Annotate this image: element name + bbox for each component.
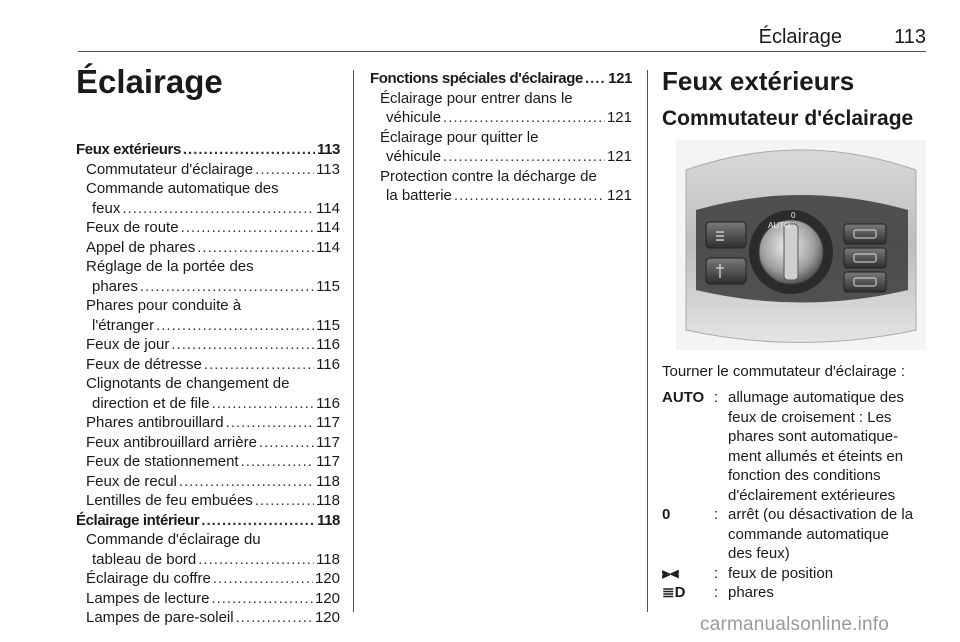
toc-entry-page: 121 [606,109,632,126]
toc-leader-dots [211,589,313,609]
toc-entry [76,569,340,589]
toc-entry [76,316,340,336]
toc-leader-dots [226,413,315,433]
toc-entry-label: Éclairage intérieur [76,511,200,529]
toc-entry-label: Feux extérieurs [76,141,181,158]
toc-leader-dots [241,452,314,472]
description-line: ment allumés et éteints en [728,447,904,465]
toc-entry-page: 120 [314,609,340,626]
toc-entry-page: 117 [316,453,340,470]
toc-entry-page: 117 [316,433,340,451]
toc-entry-label: Éclairage du coffre [86,570,211,587]
toc-entry-label: Feux de route [86,219,179,236]
toc-entry-page: 115 [316,316,340,334]
switch-position-term: AUTO [662,389,705,406]
description-line: feux de croisement : Les [728,408,892,426]
section-title: Feux extérieurs [662,66,855,96]
low-beam-icon: ≣D [662,584,686,601]
switch-position-description [728,388,926,505]
toc-entry-label: Commande d'éclairage du [86,531,261,548]
toc-leader-dots [197,238,314,258]
toc-entry-page: 115 [316,277,340,295]
toc-entry [76,140,340,160]
switch-position-item [662,505,926,564]
toc-entry-label: phares [92,277,138,295]
toc-entry [76,335,340,355]
toc-entry-page: 116 [316,355,340,373]
toc-entry-label: Appel de phares [86,238,196,256]
toc-leader-dots [181,218,315,238]
toc-entry [76,374,340,394]
toc-entry-label: Feux de détresse [86,355,202,373]
table-of-contents-right [370,69,632,206]
toc-leader-dots [122,199,314,219]
toc-entry-page: 113 [317,141,340,158]
toc-entry-label: Clignotants de changement de [86,375,290,392]
toc-leader-dots [454,186,605,206]
switch-positions-list [662,388,926,603]
description-line: feux de position [728,564,834,582]
toc-leader-dots [212,394,315,414]
toc-entry-page: 116 [316,394,340,412]
intro-text: Tourner le commutateur d'éclairage : [662,363,905,380]
toc-entry [76,355,340,375]
toc-entry-page: 114 [316,238,340,256]
description-line: des feux) [728,545,790,562]
toc-entry-page: 114 [316,219,340,236]
switch-position-description [728,505,926,564]
toc-entry-page: 114 [316,199,340,217]
toc-entry-label: l'étranger [92,316,155,334]
switch-position-description [728,564,926,584]
light-switch-figure [676,140,926,350]
toc-entry-page: 121 [606,187,632,204]
running-title: Éclairage [758,26,842,48]
toc-entry-label: Éclairage pour entrer dans le [380,89,573,107]
description-line: d'éclairement extérieures [728,486,896,504]
toc-leader-dots [259,433,314,453]
switch-position-item [662,564,926,584]
toc-entry [76,179,340,199]
toc-entry [76,413,340,433]
toc-leader-dots [179,472,314,492]
switch-position-item [662,583,926,603]
toc-entry-page: 118 [317,511,340,529]
toc-entry [76,452,340,472]
term-colon: : [714,389,719,406]
parking-light-icon: ⫸⫷ [662,564,679,582]
toc-entry-label: Feux de jour [86,336,170,353]
toc-entry [76,218,340,238]
toc-entry [76,589,340,609]
watermark: carmanualsonline.info [700,614,890,635]
toc-leader-dots [255,491,314,511]
toc-leader-dots [443,108,605,128]
switch-position-term: 0 [662,506,671,523]
description-line: phares sont automatique- [728,428,899,445]
toc-leader-dots [204,355,314,375]
toc-entry [76,608,340,628]
toc-entry [76,296,340,316]
toc-entry-page: 118 [316,472,340,490]
toc-entry [76,550,340,570]
toc-entry [370,128,632,148]
toc-entry-label: Feux de stationnement [86,453,239,470]
toc-entry [370,69,632,89]
toc-leader-dots [171,335,314,355]
switch-off-label: 0 [791,211,796,220]
toc-entry-page: 120 [314,570,340,587]
toc-leader-dots [201,511,315,531]
toc-entry-label: Éclairage pour quitter le [380,128,539,146]
toc-entry [76,511,340,531]
toc-entry-label: Feux de recul [86,472,177,490]
header-rule [78,51,926,52]
toc-entry-label: Phares pour conduite à [86,297,242,314]
toc-entry-page: 121 [608,70,632,87]
toc-leader-dots [140,277,314,297]
term-colon: : [714,584,719,601]
toc-entry-page: 118 [316,550,340,568]
toc-entry [76,199,340,219]
term-colon: : [714,506,719,523]
toc-leader-dots [255,160,314,180]
description-line: allumage automatique des [728,389,904,406]
toc-entry-page: 113 [316,160,340,178]
toc-entry-label: véhicule [386,148,442,165]
toc-entry-label: Réglage de la portée des [86,258,254,275]
toc-entry-label: Lentilles de feu embuées [86,492,253,509]
description-line: arrêt (ou désactivation de la [728,506,914,523]
chapter-title: Éclairage [76,63,223,100]
toc-entry [76,394,340,414]
toc-entry-page: 117 [316,414,340,431]
page-header [78,26,926,50]
toc-entry-label: la batterie [386,187,452,204]
toc-leader-dots [236,608,313,628]
toc-entry [76,472,340,492]
toc-entry [76,257,340,277]
column-divider-2 [647,70,648,612]
page-number: 113 [894,26,926,48]
toc-leader-dots [198,550,314,570]
light-switch-illustration [676,140,926,350]
toc-entry-label: direction et de file [92,394,210,412]
toc-leader-dots [156,316,314,336]
toc-entry-label: Feux antibrouillard arrière [86,433,257,451]
toc-entry [76,433,340,453]
toc-leader-dots [213,569,313,589]
toc-entry-label: Protection contre la décharge de [380,167,597,185]
toc-entry-label: Commande automatique des [86,180,279,197]
switch-position-description [728,583,926,603]
toc-entry [370,147,632,167]
toc-entry [370,167,632,187]
toc-entry-page: 116 [316,336,340,353]
switch-position-item [662,388,926,505]
toc-entry [76,530,340,550]
toc-entry-label: véhicule [386,109,442,126]
toc-entry-label: tableau de bord [92,550,197,568]
toc-entry [76,491,340,511]
toc-entry [76,238,340,258]
description-line: fonction des conditions [728,467,881,484]
term-colon: : [714,564,719,582]
toc-entry [76,160,340,180]
switch-auto-label: AUTO [768,221,791,230]
toc-entry [370,89,632,109]
toc-entry-page: 121 [606,148,632,165]
table-of-contents-left [76,140,340,628]
description-line: phares [728,584,774,601]
toc-entry-label: Fonctions spéciales d'éclairage [370,70,583,87]
toc-leader-dots [183,140,315,160]
toc-entry-label: Commutateur d'éclairage [86,160,254,178]
toc-entry [370,186,632,206]
description-line: commande automatique [728,525,889,543]
toc-entry [76,277,340,297]
toc-entry-label: Lampes de lecture [86,589,210,607]
toc-entry-label: Phares antibrouillard [86,414,224,431]
toc-leader-dots [585,69,606,89]
toc-leader-dots [443,147,605,167]
toc-entry-page: 118 [316,492,340,509]
subsection-title: Commutateur d'éclairage [662,107,914,130]
toc-entry [370,108,632,128]
column-divider-1 [353,70,354,612]
toc-entry-label: feux [92,199,121,217]
toc-entry-label: Lampes de pare-soleil [86,609,234,626]
toc-entry-page: 120 [314,589,340,607]
